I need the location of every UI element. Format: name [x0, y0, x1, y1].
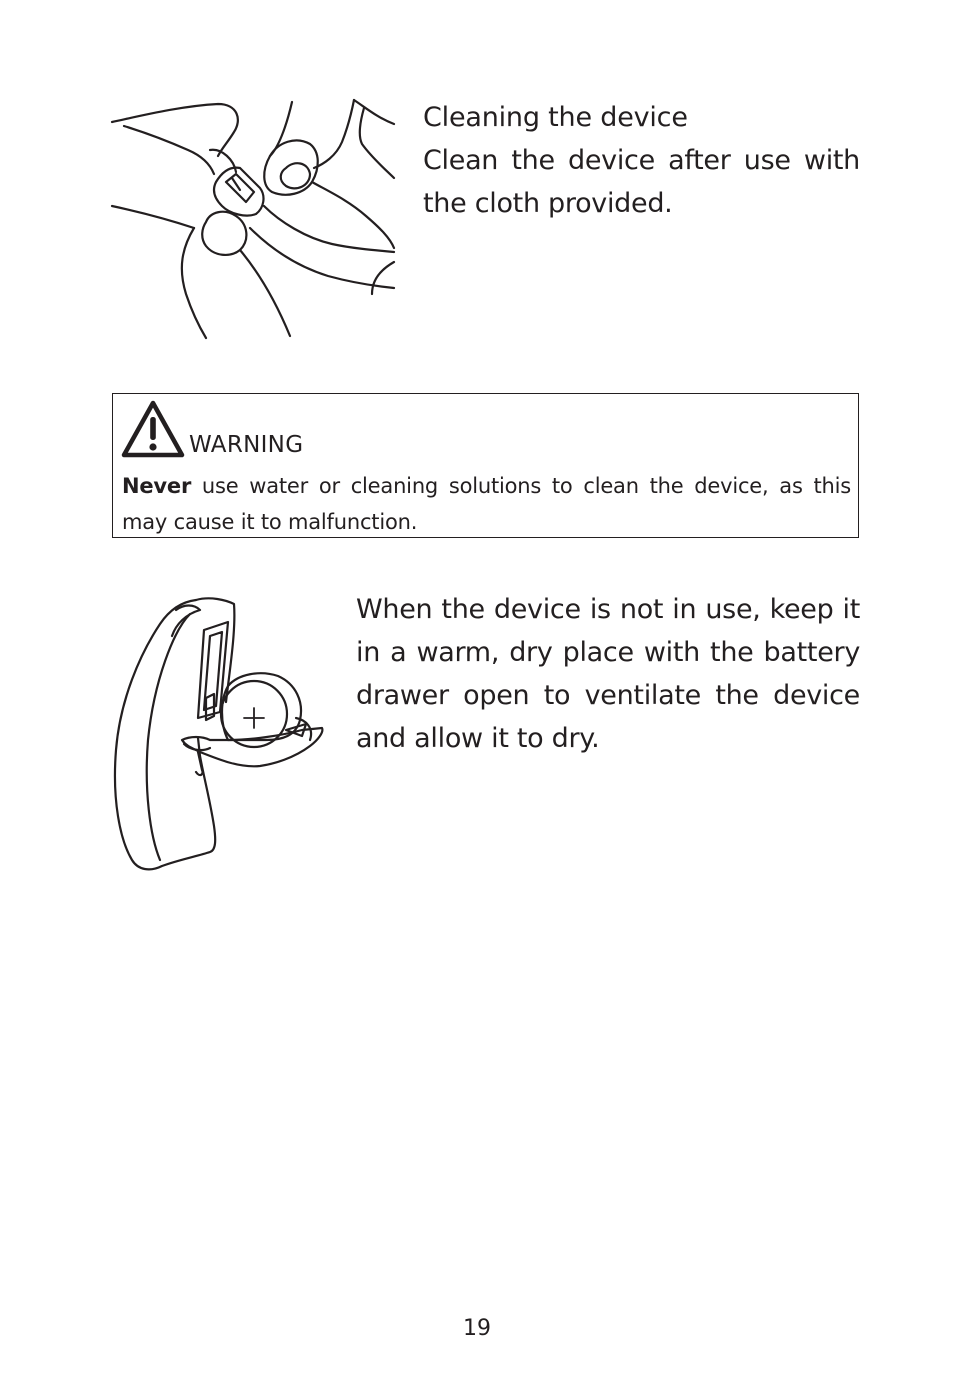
- warning-triangle-icon: [121, 400, 185, 458]
- cleaning-hands-illustration: [110, 98, 396, 340]
- cleaning-heading: Cleaning the device: [423, 102, 688, 133]
- storage-body: When the device is not in use, keep it in a warm, dry place with the battery drawer open to ventilate the device and allow it to dry.: [356, 594, 860, 754]
- cleaning-body: Clean the device after use with the cloth provided.: [423, 145, 860, 219]
- warning-text: [122, 468, 851, 540]
- warning-label: WARNING: [189, 432, 304, 458]
- device-open-drawer-illustration: [110, 590, 330, 875]
- cleaning-section: [423, 96, 860, 225]
- warning-body: use water or cleaning solutions to clean the device, as this may cause it to malfunction.: [122, 474, 851, 534]
- warning-emphasis: Never: [122, 474, 192, 498]
- warning-box: [112, 393, 859, 538]
- storage-section: [356, 588, 860, 760]
- page-number: 19: [463, 1316, 491, 1341]
